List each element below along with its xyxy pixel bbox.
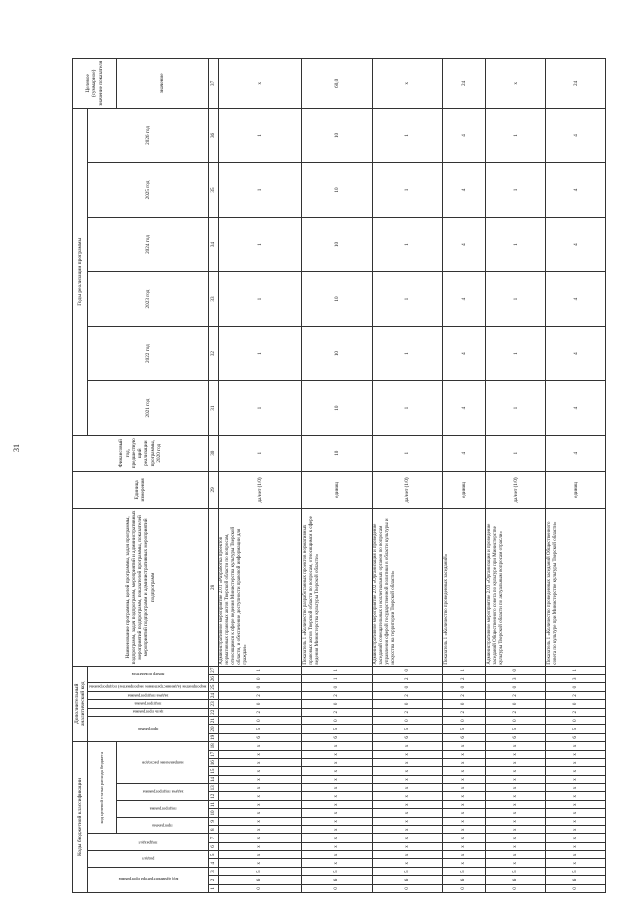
code-cell: х (546, 750, 606, 758)
row-unit: единиц (443, 471, 486, 509)
column-number: 4 (208, 859, 218, 867)
code-cell: х (218, 826, 302, 834)
code-cell: х (486, 859, 546, 867)
header-budget-codes: Коды бюджетной классификации (73, 742, 88, 893)
code-cell: х (443, 809, 486, 817)
code-cell: х (546, 784, 606, 792)
code-cell: 5 (546, 725, 606, 733)
row-target-value: 24 (546, 59, 606, 109)
row-year-value: 4 (443, 163, 486, 218)
header-measure-num: номер показателя (88, 666, 208, 683)
code-cell: х (546, 759, 606, 767)
code-cell: х (443, 851, 486, 859)
code-cell: 2 (218, 691, 302, 699)
table-row (302, 59, 373, 893)
header-subprogram: подпрограмма (117, 800, 209, 817)
column-number: 31 (208, 381, 218, 436)
row-year-value: 4 (546, 326, 606, 381)
code-cell: х (302, 826, 373, 834)
header-measure: мероприятие (административное мероприятие) подпрограммы (89, 684, 207, 690)
code-cell: 5 (372, 867, 443, 875)
code-cell: х (443, 826, 486, 834)
column-number: 28 (208, 509, 218, 666)
code-cell: х (486, 834, 546, 842)
column-number: 16 (208, 759, 218, 767)
code-cell: х (372, 759, 443, 767)
code-cell: 0 (443, 683, 486, 691)
code-cell: х (302, 800, 373, 808)
code-cell: 5 (443, 867, 486, 875)
row-year-value: 10 (302, 108, 373, 163)
code-cell: 6 (443, 876, 486, 884)
table-body (218, 59, 606, 893)
row-year-value: 1 (218, 108, 302, 163)
row-year-value: 10 (302, 163, 373, 218)
row-target-value: х (372, 59, 443, 109)
column-number: 7 (208, 834, 218, 842)
code-cell: х (372, 851, 443, 859)
code-cell: 2 (546, 708, 606, 716)
code-cell: 0 (486, 683, 546, 691)
column-number: 13 (208, 784, 218, 792)
column-number: 24 (208, 691, 218, 699)
code-cell: х (486, 826, 546, 834)
program-table-rotated (72, 58, 579, 893)
code-cell: 6 (546, 876, 606, 884)
table-row (443, 59, 486, 893)
header-program: программа (117, 817, 209, 834)
code-cell: 6 (372, 733, 443, 741)
code-cell: 0 (486, 666, 546, 674)
code-cell: 5 (218, 867, 302, 875)
row-target-value: 60,0 (302, 59, 373, 109)
code-cell: х (302, 750, 373, 758)
code-cell: 3 (486, 675, 546, 683)
row-year-value: 4 (443, 272, 486, 327)
row-base-value: 1 (372, 435, 443, 471)
row-year-value: 1 (372, 272, 443, 327)
column-number: 32 (208, 326, 218, 381)
code-cell: 2 (486, 708, 546, 716)
code-cell: х (218, 859, 302, 867)
code-cell: х (546, 851, 606, 859)
code-cell: 0 (372, 683, 443, 691)
code-cell: 0 (218, 683, 302, 691)
header-year-2: 2022 год (88, 326, 208, 381)
row-name: Показатель 1 «Количество разработанных проектов нормативных правовых актов Тверской области по вопросам, относящимся к сфере ведения Министерства культуры Тверской области» (302, 509, 373, 666)
code-cell: х (372, 784, 443, 792)
row-year-value: 1 (218, 163, 302, 218)
row-base-value: 10 (302, 435, 373, 471)
column-number: 37 (208, 59, 218, 109)
row-year-value: 1 (218, 326, 302, 381)
code-cell: 0 (372, 666, 443, 674)
code-cell: х (546, 767, 606, 775)
row-year-value: 4 (546, 272, 606, 327)
code-cell: х (486, 784, 546, 792)
code-cell: 0 (372, 716, 443, 724)
code-cell: х (443, 742, 486, 751)
code-cell: 2 (443, 708, 486, 716)
row-year-value: 1 (486, 326, 546, 381)
header-value: значение (117, 59, 209, 109)
code-cell: х (302, 834, 373, 842)
code-cell: 2 (372, 708, 443, 716)
code-cell: 5 (372, 725, 443, 733)
code-cell: х (372, 750, 443, 758)
code-cell: х (546, 742, 606, 751)
code-cell: х (372, 817, 443, 825)
code-cell: х (546, 809, 606, 817)
row-unit: единиц (546, 471, 606, 509)
code-cell: 2 (546, 691, 606, 699)
row-year-value: 1 (372, 326, 443, 381)
code-cell: х (302, 809, 373, 817)
code-cell: х (486, 767, 546, 775)
row-name: Административное мероприятие 2.02 «Организация и проведение заседаний совещательных и коллегиальных органов по вопросам управления сферой государственной политики в области культуры и искусства на территории Тверской области» (372, 509, 443, 666)
code-cell: х (486, 750, 546, 758)
code-cell: х (546, 800, 606, 808)
code-cell: х (372, 809, 443, 817)
code-cell: 0 (302, 716, 373, 724)
column-number: 33 (208, 272, 218, 327)
row-year-value: 4 (443, 217, 486, 272)
code-cell: 1 (302, 675, 373, 683)
header-year-5: 2025 год (88, 163, 208, 218)
row-year-value: 1 (218, 217, 302, 272)
row-target-value: х (486, 59, 546, 109)
code-cell: 0 (486, 716, 546, 724)
code-cell: х (486, 851, 546, 859)
row-year-value: 4 (443, 108, 486, 163)
row-year-value: 1 (372, 108, 443, 163)
document-page (72, 58, 579, 893)
row-year-value: 10 (302, 272, 373, 327)
code-cell: 0 (372, 700, 443, 708)
code-cell: 0 (486, 884, 546, 892)
code-cell: 0 (302, 884, 373, 892)
code-cell: 0 (546, 884, 606, 892)
code-cell: х (372, 842, 443, 850)
column-number: 30 (208, 435, 218, 471)
code-cell: 2 (443, 691, 486, 699)
table-row (218, 59, 302, 893)
code-cell: х (302, 792, 373, 800)
row-base-value: 4 (546, 435, 606, 471)
column-number: 8 (208, 826, 218, 834)
code-cell: х (546, 842, 606, 850)
header-subprog: подпрограмма (88, 700, 208, 708)
code-cell: х (486, 817, 546, 825)
row-year-value: 10 (302, 217, 373, 272)
header-extra-codes: Дополнительный аналитический код (73, 666, 88, 741)
header-final-year: Финансовый год, предшествующий реализации программы, 2020 год (73, 435, 209, 471)
header-unit: Единица измерения (73, 471, 209, 509)
row-year-value: 1 (372, 163, 443, 218)
row-year-value: 1 (486, 108, 546, 163)
column-number: 23 (208, 700, 218, 708)
column-number: 21 (208, 716, 218, 724)
column-number: 3 (208, 867, 218, 875)
code-cell: х (546, 775, 606, 783)
code-cell: х (218, 792, 302, 800)
code-cell: х (218, 759, 302, 767)
code-cell: 2 (486, 691, 546, 699)
row-year-value: 1 (486, 163, 546, 218)
code-cell: х (218, 800, 302, 808)
code-cell: 6 (218, 876, 302, 884)
header-target-article: код целевой статьи расхода бюджета (88, 742, 117, 834)
numbering-row (208, 59, 218, 893)
row-year-value: 1 (372, 381, 443, 436)
row-year-value: 4 (443, 381, 486, 436)
column-number: 20 (208, 725, 218, 733)
header-subsection: подраздел (88, 834, 208, 851)
row-year-value: 1 (218, 381, 302, 436)
header-prog-goal: цель программы (88, 708, 208, 716)
column-number: 14 (208, 775, 218, 783)
header-direction: направление расходов (117, 742, 209, 784)
code-cell: 5 (218, 725, 302, 733)
code-cell: 0 (218, 884, 302, 892)
code-cell: 2 (372, 691, 443, 699)
code-cell: 6 (546, 733, 606, 741)
row-year-value: 4 (546, 108, 606, 163)
column-number: 11 (208, 800, 218, 808)
row-year-value: 1 (218, 272, 302, 327)
row-year-value: 10 (302, 381, 373, 436)
header-year-1: 2021 год (88, 381, 208, 436)
code-cell: 5 (546, 867, 606, 875)
column-number: 6 (208, 842, 218, 850)
code-cell: х (372, 826, 443, 834)
code-cell: 3 (546, 675, 606, 683)
code-cell: х (443, 759, 486, 767)
page-number: 31 (12, 444, 21, 452)
column-number: 9 (208, 817, 218, 825)
code-cell: х (218, 750, 302, 758)
code-cell: х (486, 742, 546, 751)
row-year-value: 1 (486, 381, 546, 436)
header-years-group: Годы реализации программы (73, 108, 88, 435)
row-unit: единиц (302, 471, 373, 509)
code-cell: 1 (302, 666, 373, 674)
code-cell: х (443, 834, 486, 842)
header-prog: программа (88, 716, 208, 741)
code-cell: 1 (218, 666, 302, 674)
code-cell: х (486, 792, 546, 800)
code-cell: 2 (443, 675, 486, 683)
code-cell: х (372, 800, 443, 808)
code-cell: х (302, 817, 373, 825)
row-year-value: 4 (546, 381, 606, 436)
row-year-value: 4 (546, 217, 606, 272)
code-cell: 0 (546, 716, 606, 724)
code-cell: х (443, 817, 486, 825)
header-task: задача подпрограммы (117, 784, 209, 801)
code-cell: 6 (443, 733, 486, 741)
code-cell: 0 (546, 700, 606, 708)
row-target-value: 24 (443, 59, 486, 109)
code-cell: 5 (302, 725, 373, 733)
header-subprog-task: задача подпрограммы (88, 691, 208, 699)
code-cell: х (486, 809, 546, 817)
row-year-value: 1 (486, 272, 546, 327)
code-cell: х (302, 859, 373, 867)
program-table (72, 58, 606, 893)
code-cell: х (443, 767, 486, 775)
column-number: 17 (208, 750, 218, 758)
code-cell: 0 (443, 716, 486, 724)
code-cell: х (486, 842, 546, 850)
column-number: 5 (208, 851, 218, 859)
code-cell: х (302, 767, 373, 775)
column-number: 25 (208, 683, 218, 691)
code-cell: х (372, 767, 443, 775)
code-cell: х (443, 792, 486, 800)
code-cell: 6 (372, 876, 443, 884)
column-number: 34 (208, 217, 218, 272)
code-cell: х (372, 775, 443, 783)
row-year-value: 1 (372, 217, 443, 272)
code-cell: 0 (302, 700, 373, 708)
code-cell: 5 (486, 725, 546, 733)
code-cell: х (302, 842, 373, 850)
code-cell: х (546, 792, 606, 800)
code-cell: х (443, 859, 486, 867)
code-cell: х (372, 742, 443, 751)
code-cell: 5 (443, 725, 486, 733)
code-cell: 0 (443, 884, 486, 892)
column-number: 10 (208, 809, 218, 817)
code-cell: х (218, 834, 302, 842)
row-name: Административное мероприятие 2.01 «Разработка проектов нормативных правовых актов Тверской области по вопросам, относящимся к сфере ведения Министерства культуры Тверской области, и обеспечение доступности правовой информации для граждан» (218, 509, 302, 666)
code-cell: х (443, 775, 486, 783)
column-number: 27 (208, 666, 218, 674)
code-cell: х (486, 775, 546, 783)
header-year-4: 2024 год (88, 217, 208, 272)
code-cell: 6 (218, 733, 302, 741)
code-cell: 2 (302, 708, 373, 716)
code-cell: х (302, 775, 373, 783)
code-cell: 0 (546, 683, 606, 691)
code-cell: х (218, 842, 302, 850)
code-cell: 6 (486, 876, 546, 884)
table-row (486, 59, 546, 893)
code-cell: х (486, 759, 546, 767)
code-cell: х (218, 851, 302, 859)
code-cell: х (486, 800, 546, 808)
code-cell: 2 (302, 691, 373, 699)
column-number: 12 (208, 792, 218, 800)
code-cell: х (443, 784, 486, 792)
row-unit: да/нет (1/0) (486, 471, 546, 509)
code-cell: х (218, 784, 302, 792)
table-row (546, 59, 606, 893)
code-cell: 6 (486, 733, 546, 741)
column-number: 2 (208, 876, 218, 884)
code-cell: х (218, 775, 302, 783)
code-cell: 0 (218, 716, 302, 724)
header-year-3: 2023 год (88, 272, 208, 327)
row-year-value: 4 (443, 326, 486, 381)
row-unit: да/нет (1/0) (372, 471, 443, 509)
code-cell: 0 (218, 700, 302, 708)
header-section: раздел (88, 851, 208, 868)
code-cell: х (218, 809, 302, 817)
row-base-value: 1 (218, 435, 302, 471)
column-number: 19 (208, 733, 218, 741)
code-cell: 1 (546, 666, 606, 674)
code-cell: х (546, 826, 606, 834)
code-cell: х (218, 742, 302, 751)
code-cell: 2 (372, 675, 443, 683)
header-name: Наименование программы, целей программы, задач программы, подпрограмм, задач подпрограмм, мероприятий и административных мероприятий подпрограмм, показателей программы, показателей мероприятий подпрограмм и административных мероприятий подпрограмм (73, 509, 209, 666)
column-number: 29 (208, 471, 218, 509)
code-cell: х (372, 792, 443, 800)
code-cell: х (443, 842, 486, 850)
header-admin-code: код администратора программы (88, 867, 208, 892)
code-cell: х (372, 859, 443, 867)
row-name: Показатель 1 «Количество проведенных заседаний Общественного совета по культуре при Министерстве культуры Тверской области» (546, 509, 606, 666)
row-target-value: х (218, 59, 302, 109)
code-cell: 0 (218, 675, 302, 683)
code-cell: 5 (486, 867, 546, 875)
header-target: Целевое (суммарное) значение показателя (73, 59, 117, 109)
row-name: Административное мероприятие 2.03 «Организация и проведение заседаний Общественного совета по культуре при Министерстве культуры Тверской области по актуальным вопросам отрасли» (486, 509, 546, 666)
row-unit: да/нет (1/0) (218, 471, 302, 509)
code-cell: 0 (486, 700, 546, 708)
code-cell: х (546, 859, 606, 867)
column-number: 22 (208, 708, 218, 716)
column-number: 1 (208, 884, 218, 892)
code-cell: х (218, 817, 302, 825)
code-cell: х (443, 750, 486, 758)
code-cell: х (443, 800, 486, 808)
code-cell: х (546, 817, 606, 825)
code-cell: х (218, 767, 302, 775)
code-cell: 0 (443, 700, 486, 708)
code-cell: х (302, 759, 373, 767)
code-cell: 0 (372, 884, 443, 892)
row-year-value: 4 (546, 163, 606, 218)
code-cell: х (302, 851, 373, 859)
code-cell: х (302, 784, 373, 792)
code-cell: 6 (302, 733, 373, 741)
row-year-value: 10 (302, 326, 373, 381)
code-cell: х (302, 742, 373, 751)
header-year-6: 2026 год (88, 108, 208, 163)
column-number: 15 (208, 767, 218, 775)
row-base-value: 4 (443, 435, 486, 471)
row-base-value: 1 (486, 435, 546, 471)
table-row (372, 59, 443, 893)
column-number: 18 (208, 742, 218, 751)
column-number: 26 (208, 675, 218, 683)
code-cell: 2 (218, 708, 302, 716)
code-cell: х (546, 834, 606, 842)
row-name: Показатель 1 «Количество проведенных заседаний» (443, 509, 486, 666)
code-cell: 1 (443, 666, 486, 674)
code-cell: 0 (302, 683, 373, 691)
code-cell: 5 (302, 867, 373, 875)
column-number: 36 (208, 108, 218, 163)
code-cell: х (372, 834, 443, 842)
row-year-value: 1 (486, 217, 546, 272)
code-cell: 6 (302, 876, 373, 884)
column-number: 35 (208, 163, 218, 218)
